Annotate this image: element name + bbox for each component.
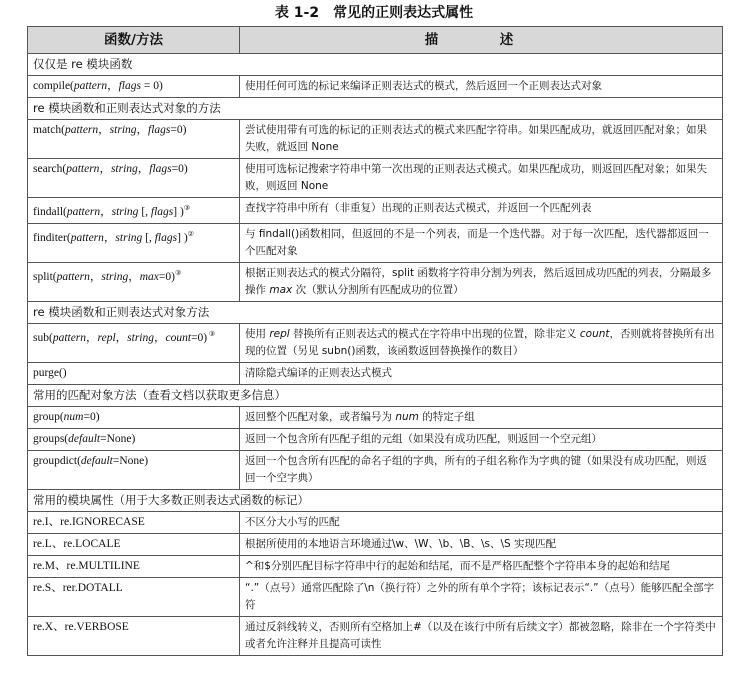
table-row <box>28 198 723 224</box>
description <box>240 511 723 533</box>
function-signature <box>28 76 240 98</box>
description <box>240 555 723 577</box>
text-segment: re.X、re.VERBOSE <box>33 620 129 633</box>
table-row <box>28 76 723 98</box>
text-segment: flags <box>148 124 171 136</box>
table-caption: 表 1-2 常见的正则表达式属性 <box>274 5 474 21</box>
text-segment: purge() <box>33 366 67 379</box>
table-row <box>28 555 723 577</box>
text-segment: split( <box>33 270 57 283</box>
text-segment: string <box>127 331 154 344</box>
text-segment: ， <box>100 205 112 218</box>
text-segment: ， <box>86 331 98 344</box>
function-signature <box>28 428 240 450</box>
text-segment: pattern <box>56 270 90 283</box>
text-segment: 不区分大小写的匹配 <box>245 515 340 528</box>
table-row <box>28 511 723 533</box>
text-segment: 次（默认分割所有匹配成功的位置） <box>292 283 464 296</box>
text-segment: [, <box>138 205 151 218</box>
section-title: 仅仅是 re 模块函数 <box>28 54 723 76</box>
regex-attributes-table <box>27 26 723 656</box>
text-segment: default <box>80 454 113 467</box>
text-segment: =0) <box>170 124 187 136</box>
description <box>240 577 723 616</box>
text-segment: pattern <box>52 331 87 344</box>
section-row <box>28 384 723 406</box>
text-segment: count <box>579 327 610 340</box>
text-segment: [, <box>142 231 155 244</box>
text-segment: “.”（点号）通常匹配除了\n（换行符）之外的所有单个字符；该标记表示“.”（点号）能够匹配全部字符 <box>245 581 715 611</box>
text-segment: pattern <box>66 205 101 218</box>
text-segment: finditer( <box>33 231 71 244</box>
text-segment: repl <box>97 331 116 344</box>
text-segment: =0) <box>158 270 175 283</box>
function-signature <box>28 120 240 159</box>
section-row <box>28 54 723 76</box>
function-signature <box>28 362 240 384</box>
text-segment: max <box>269 283 293 296</box>
text-segment: 与 findall()函数相同，但返回的不是一个列表，而是一个迭代器。对于每一次匹配，迭代器都返回一个匹配对象 <box>245 227 709 257</box>
footnote-mark: ③ <box>174 268 182 277</box>
text-segment: =None) <box>100 432 136 445</box>
function-signature <box>28 223 240 262</box>
text-segment: pattern <box>66 163 100 175</box>
description <box>240 533 723 555</box>
text-segment: count <box>165 331 192 344</box>
table-row <box>28 223 723 262</box>
text-segment: =0) <box>171 163 188 175</box>
text-segment: 替换所有正则表达式的模式在字符串中出现的位置，除非定义 <box>289 327 580 340</box>
text-segment: re.L、re.LOCALE <box>33 537 121 550</box>
text-segment: 尝试使用带有可选的标记的正则表达式的模式来匹配字符串。如果匹配成功，就返回匹配对象；如果失败，就返回 None <box>245 124 707 153</box>
text-segment: string <box>115 231 143 244</box>
function-signature <box>28 450 240 489</box>
text-segment: flags <box>150 205 174 218</box>
text-segment: re.S、rer.DOTALL <box>33 581 123 594</box>
text-segment: num <box>395 410 419 423</box>
function-signature <box>28 406 240 428</box>
text-segment: string <box>110 163 138 175</box>
table-row <box>28 120 723 159</box>
section-title: 常用的模块属性（用于大多数正则表达式函数的标记） <box>28 489 723 511</box>
table-row <box>28 616 723 655</box>
text-segment: 通过反斜线转义，否则所有空格加上#（以及在该行中所有后续文字）都被忽略，除非在一个字符类中或者允许注释并且提高可读性 <box>245 620 716 650</box>
description <box>240 76 723 98</box>
text-segment: 返回一个包含所有匹配的命名子组的字典，所有的子组名称作为字典的键（如果没有成功匹配，则返回一个空字典） <box>245 454 707 484</box>
text-segment: match( <box>33 124 65 136</box>
text-segment: num <box>63 410 84 423</box>
section-title: 常用的匹配对象方法（查看文档以获取更多信息） <box>28 384 723 406</box>
text-segment: ， <box>98 124 110 136</box>
text-segment: flags <box>149 163 172 175</box>
text-segment: 根据正则表达式的模式分隔符，split 函数将字符串分割为列表，然后返回成功匹配的列表，分隔最多操作 <box>245 266 712 296</box>
function-signature <box>28 577 240 616</box>
text-segment: string <box>111 205 139 218</box>
text-segment: ， <box>103 231 116 244</box>
text-segment: ， <box>154 331 166 344</box>
text-segment: 的特定子组 <box>418 410 475 423</box>
text-segment: ， <box>128 270 140 283</box>
description <box>240 406 723 428</box>
text-segment: flags <box>118 80 141 92</box>
table-row <box>28 262 723 301</box>
description <box>240 450 723 489</box>
text-segment: pattern <box>70 231 104 244</box>
section-row <box>28 301 723 323</box>
function-signature <box>28 323 240 362</box>
description <box>240 362 723 384</box>
text-segment: ] ) <box>173 205 184 218</box>
header-function-method: 函数/方法 <box>28 27 240 54</box>
section-row <box>28 98 723 120</box>
table-row <box>28 323 723 362</box>
function-signature <box>28 262 240 301</box>
table-row <box>28 577 723 616</box>
text-segment: ，否则就将替换所有出现的位置（另见 subn()函数，该函数返回替换操作的数目） <box>245 327 715 357</box>
description <box>240 428 723 450</box>
text-segment: groups( <box>33 432 69 445</box>
text-segment: search( <box>33 163 67 175</box>
table-body <box>28 54 723 656</box>
text-segment: ] ) <box>177 231 188 244</box>
section-row <box>28 489 723 511</box>
text-segment: =None) <box>112 454 149 467</box>
table-row <box>28 159 723 198</box>
function-signature <box>28 533 240 555</box>
function-signature <box>28 616 240 655</box>
function-signature <box>28 198 240 224</box>
text-segment: 返回一个包含所有匹配子组的元组（如果没有成功匹配，则返回一个空元组） <box>245 432 602 445</box>
text-segment: 根据所使用的本地语言环境通过\w、\W、\b、\B、\s、\S 实现匹配 <box>245 537 557 550</box>
text-segment: 使用 <box>245 327 270 340</box>
text-segment: =0) <box>191 331 208 344</box>
description <box>240 120 723 159</box>
text-segment: ， <box>136 124 149 136</box>
description <box>240 262 723 301</box>
text-segment: findall( <box>33 205 67 218</box>
text-segment: default <box>68 432 101 445</box>
section-title: re 模块函数和正则表达式对象的方法 <box>28 98 723 120</box>
text-segment: re.M、re.MULTILINE <box>33 559 140 572</box>
table-row <box>28 406 723 428</box>
header-description: 描 述 <box>240 27 723 54</box>
function-signature <box>28 159 240 198</box>
text-segment: string <box>109 124 137 136</box>
footnote-mark: ③ <box>183 204 191 212</box>
description <box>240 159 723 198</box>
description <box>240 323 723 362</box>
description <box>240 223 723 262</box>
section-title: re 模块函数和正则表达式对象方法 <box>28 301 723 323</box>
text-segment: ， <box>99 163 111 175</box>
text-segment: 使用任何可选的标记来编译正则表达式的模式，然后返回一个正则表达式对象 <box>245 80 602 92</box>
text-segment: string <box>101 270 129 283</box>
text-segment: compile( <box>33 80 74 92</box>
text-segment: sub( <box>33 331 53 344</box>
text-segment: ^和$分别匹配目标字符串中行的起始和结尾，而不是严格匹配整个字符串本身的起始和结尾 <box>245 559 670 572</box>
table-row <box>28 533 723 555</box>
text-segment: flags <box>154 231 178 244</box>
table-row <box>28 362 723 384</box>
text-segment: ， <box>107 80 119 92</box>
text-segment: 返回整个匹配对象，或者编号为 <box>245 410 396 423</box>
function-signature <box>28 511 240 533</box>
text-segment: ， <box>89 270 102 283</box>
text-segment: repl <box>269 327 290 340</box>
text-segment: groupdict( <box>33 454 81 467</box>
description <box>240 616 723 655</box>
table-row <box>28 450 723 489</box>
text-segment: 使用可选标记搜索字符串中第一次出现的正则表达式模式。如果匹配成功，则返回匹配对象；如果失败，则返回 None <box>245 163 707 192</box>
table-row <box>28 428 723 450</box>
text-segment: pattern <box>73 80 108 92</box>
text-segment: =0) <box>83 410 100 423</box>
text-segment: re.I、re.IGNORECASE <box>33 515 145 528</box>
text-segment: 清除隐式编译的正则表达式模式 <box>245 366 392 379</box>
text-segment: ， <box>115 331 128 344</box>
text-segment: ， <box>137 163 150 175</box>
table-header-row <box>28 27 723 54</box>
description <box>240 198 723 224</box>
text-segment: 查找字符串中所有（非重复）出现的正则表达式模式，并返回一个匹配列表 <box>245 202 592 214</box>
text-segment: group( <box>33 410 64 423</box>
function-signature <box>28 555 240 577</box>
text-segment: pattern <box>64 124 99 136</box>
text-segment: = 0) <box>140 80 163 92</box>
footnote-mark: ② <box>187 229 194 238</box>
footnote-mark: ③ <box>207 329 216 338</box>
text-segment: max <box>139 270 159 283</box>
